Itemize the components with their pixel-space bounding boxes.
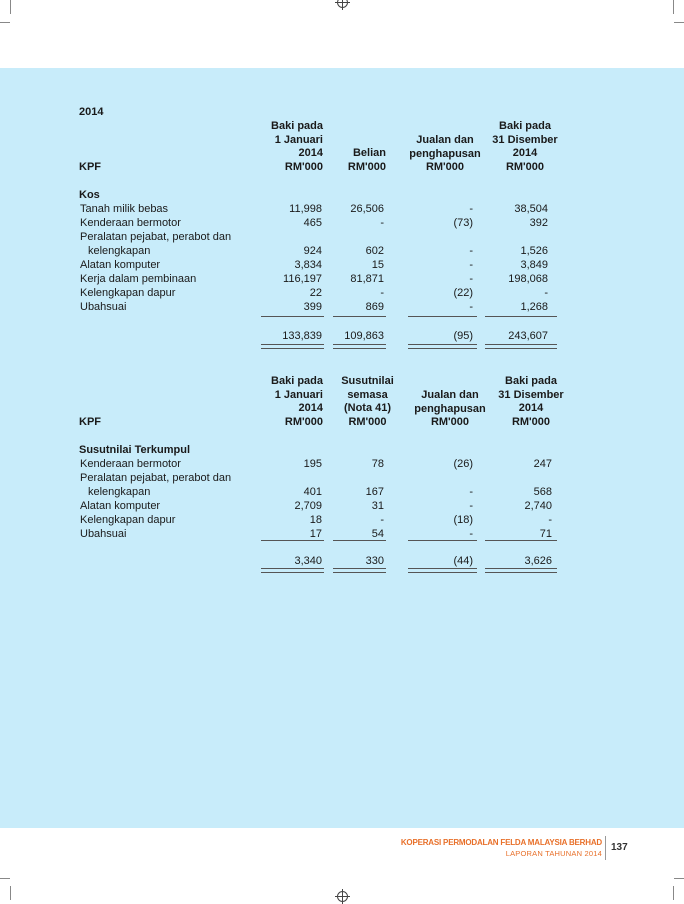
row-value: 2,709 [294, 500, 322, 512]
subtotal-rule [408, 316, 477, 317]
row-label: Kenderaan bermotor [80, 458, 181, 470]
row-value: 17 [309, 528, 322, 540]
row-value: 568 [533, 486, 552, 498]
row-label: kelengkapan [88, 486, 151, 498]
col-header-opening: Baki pada 1 Januari 2014 RM'000 [271, 375, 323, 428]
row-value: 54 [371, 528, 384, 540]
total-double-rule [333, 568, 386, 573]
row-label: Ubahsuai [80, 528, 127, 540]
registration-mark-top [337, 0, 348, 8]
section-label: KPF [79, 161, 101, 173]
col-header-depreciation: Susutnilai semasa (Nota 41) RM'000 [341, 375, 394, 428]
row-value: (26) [453, 458, 473, 470]
row-value: 3,849 [520, 259, 548, 271]
footer-divider [605, 836, 606, 860]
row-value: - [469, 245, 473, 257]
row-value: 38,504 [514, 203, 548, 215]
row-value: 2,740 [524, 500, 552, 512]
row-value: 11,998 [289, 203, 322, 215]
row-value: - [469, 301, 473, 313]
section-label: KPF [79, 416, 101, 428]
total-double-rule [261, 568, 324, 573]
row-label: Tanah milik bebas [80, 203, 169, 215]
total-double-rule [485, 568, 557, 573]
row-label: Alatan komputer [80, 259, 161, 271]
subtotal-rule [408, 540, 477, 541]
row-value: 869 [365, 301, 384, 313]
row-value: 167 [365, 486, 384, 498]
row-value: 1,526 [520, 245, 548, 257]
row-value: 465 [303, 217, 322, 229]
row-value: 116,197 [283, 273, 322, 285]
crop-mark [10, 0, 11, 14]
row-label: Ubahsuai [80, 301, 127, 313]
row-value: - [469, 528, 473, 540]
total-opening: 133,839 [282, 330, 322, 342]
crop-mark [0, 878, 10, 879]
total-closing: 243,607 [508, 330, 548, 342]
row-value: 22 [309, 287, 322, 299]
page-number: 137 [611, 842, 628, 853]
row-value: - [469, 500, 473, 512]
row-label: Kerja dalam pembinaan [80, 273, 197, 285]
row-value: 924 [303, 245, 322, 257]
row-label: Alatan komputer [80, 500, 161, 512]
row-value: - [469, 273, 473, 285]
row-label: Peralatan pejabat, perabot dan [80, 231, 232, 243]
row-label: Kelengkapan dapur [80, 514, 176, 526]
total-double-rule [333, 344, 386, 349]
row-value: 31 [371, 500, 384, 512]
subtotal-rule [333, 316, 386, 317]
registration-mark-bottom [337, 891, 348, 902]
row-value: 78 [371, 458, 384, 470]
row-value: 71 [539, 528, 552, 540]
subtotal-rule [261, 316, 324, 317]
col-header-disposal: Jualan dan penghapusan RM'000 [414, 389, 486, 428]
row-value: - [469, 259, 473, 271]
row-value: - [548, 514, 552, 526]
row-value: 401 [303, 486, 322, 498]
col-header-closing: Baki pada 31 Disember 2014 RM'000 [498, 375, 564, 428]
row-value: 81,871 [350, 273, 384, 285]
subtotal-rule [485, 540, 557, 541]
crop-mark [674, 878, 684, 879]
row-label: Kelengkapan dapur [80, 287, 176, 299]
col-header-opening: Baki pada 1 Januari 2014 RM'000 [271, 120, 323, 173]
row-value: 15 [371, 259, 384, 271]
row-value: - [469, 203, 473, 215]
row-value: 18 [309, 514, 322, 526]
row-value: - [544, 287, 548, 299]
total-depreciation: 330 [365, 555, 384, 567]
row-value: (73) [453, 217, 473, 229]
subtotal-rule [333, 540, 386, 541]
row-value: 195 [303, 458, 322, 470]
row-value: 198,068 [508, 273, 548, 285]
row-value: 399 [303, 301, 322, 313]
row-value: (22) [453, 287, 473, 299]
row-value: 3,834 [294, 259, 322, 271]
crop-mark [10, 886, 11, 900]
row-label: Peralatan pejabat, perabot dan [80, 472, 232, 484]
subtotal-rule [261, 540, 324, 541]
row-label: kelengkapan [88, 245, 151, 257]
crop-mark [0, 22, 10, 23]
col-header-purchase: Belian RM'000 [347, 147, 386, 173]
row-value: - [380, 287, 384, 299]
footer-org-name: KOPERASI PERMODALAN FELDA MALAYSIA BERHAD [400, 838, 602, 847]
year-heading: 2014 [79, 106, 104, 118]
row-value: 602 [365, 245, 384, 257]
total-disposal: (95) [453, 330, 473, 342]
row-value: - [469, 486, 473, 498]
total-double-rule [408, 568, 477, 573]
row-value: (18) [453, 514, 473, 526]
row-value: 247 [533, 458, 552, 470]
total-closing: 3,626 [524, 555, 552, 567]
crop-mark [673, 886, 674, 900]
row-label: Kenderaan bermotor [80, 217, 181, 229]
row-value: 1,268 [520, 301, 548, 313]
row-value: - [380, 217, 384, 229]
total-purchase: 109,863 [344, 330, 384, 342]
crop-mark [673, 0, 674, 14]
total-double-rule [408, 344, 477, 349]
row-value: 392 [529, 217, 548, 229]
total-double-rule [261, 344, 324, 349]
subtotal-rule [485, 316, 557, 317]
group-label-cost: Kos [79, 189, 100, 201]
group-label-depreciation: Susutnilai Terkumpul [79, 444, 191, 456]
total-disposal: (44) [453, 555, 473, 567]
row-value: - [380, 514, 384, 526]
total-opening: 3,340 [294, 555, 322, 567]
row-value: 26,506 [350, 203, 384, 215]
footer-report-title: LAPORAN TAHUNAN 2014 [505, 849, 602, 858]
col-header-closing: Baki pada 31 Disember 2014 RM'000 [492, 120, 558, 173]
total-double-rule [485, 344, 557, 349]
col-header-disposal: Jualan dan penghapusan RM'000 [409, 134, 481, 173]
crop-mark [674, 22, 684, 23]
